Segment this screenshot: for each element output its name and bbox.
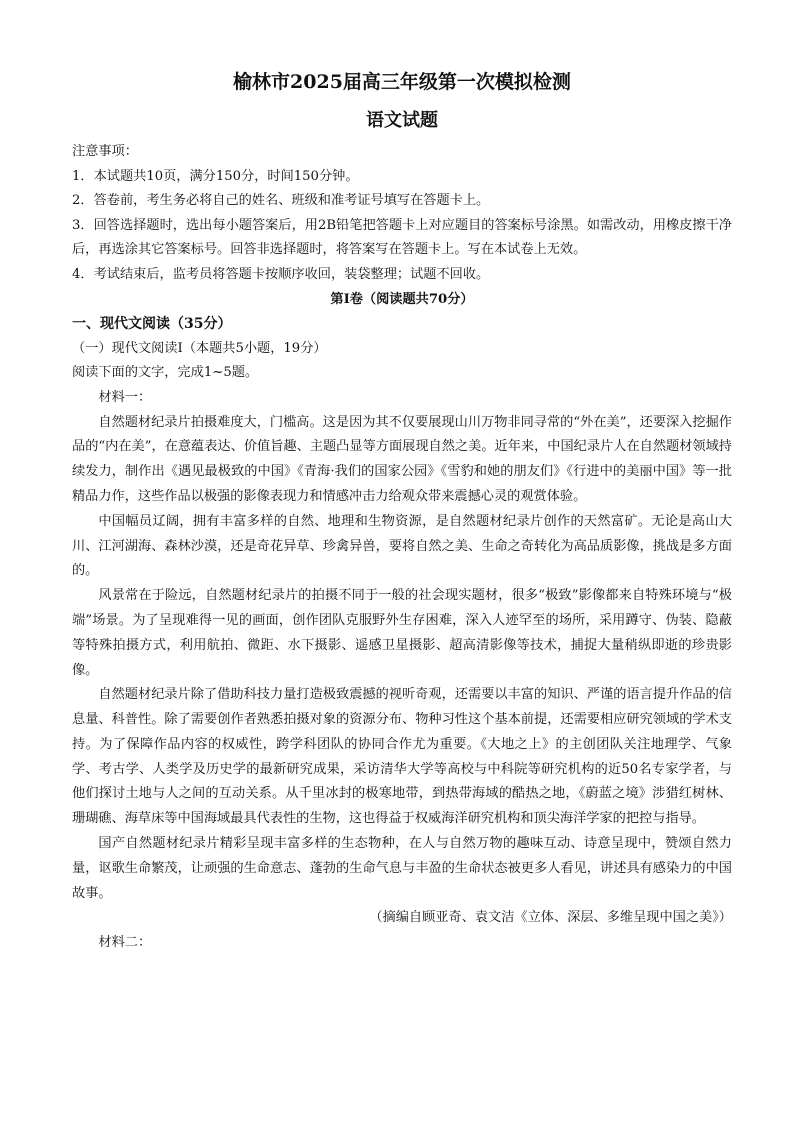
notice-item-3: 3．回答选择题时，选出每小题答案后，用2B铅笔把答题卡上对应题目的答案标号涂黑。如需改动，用橡皮擦干净后，再选涂其它答案标号。回答非选择题时，将答案写在答题卡上。写在本试卷上无效。 [72,217,732,258]
notice-item-4: 4．考试结束后，监考员将答题卡按顺序收回，装袋整理；试题不回收。 [72,266,490,282]
notice-item-1: 1．本试题共10页，满分150分，时间150分钟。 [72,168,359,184]
source-citation: （摘编自顾亚奇、袁文洁《立体、深层、多维呈现中国之美》） [369,910,732,926]
exam-title: 榆林市2025届高三年级第一次模拟检测 [233,71,571,93]
part-title: 第Ⅰ卷（阅读题共70分） [330,291,474,307]
paragraph-1: 自然题材纪录片拍摄难度大，门槛高。这是因为其不仅要展现山川万物非同寻常的“外在美”，还要深入挖掘作品的“内在美”，在意蕴表达、价值旨趣、主题凸显等方面展现自然之美。近年来，中国纪录片人在自然题材领域持续发力，制作出《遇见最极致的中国》《青海·我们的国家公园》《雪豹和她的朋友们》《行进中的美丽中国》等一批精品力作，这些作品以极强的影像表现力和情感冲击力给观众带来震撼心灵的观赏体验。 [72,414,732,504]
reading-instruction: 阅读下面的文字，完成1~5题。 [72,365,259,381]
paragraph-5: 国产自然题材纪录片精彩呈现丰富多样的生态物种，在人与自然万物的趣味互动、诗意呈现中，赞颂自然力量，讴歌生命繁茂，让顽强的生命意志、蓬勃的生命气息与丰盈的生命状态被更多人看见，讲述具有感染力的中国故事。 [72,836,732,901]
paragraph-2: 中国幅员辽阔，拥有丰富多样的自然、地理和生物资源，是自然题材纪录片创作的天然富矿。无论是高山大川、江河湖海、森林沙漠，还是奇花异草、珍禽异兽，要将自然之美、生命之奇转化为高品质影像，挑战是多方面的。 [72,513,732,579]
paragraph-4: 自然题材纪录片除了借助科技力量打造极致震撼的视听奇观，还需要以丰富的知识、严谨的语言提升作品的信息量、科普性。除了需要创作者熟悉拍摄对象的资源分布、物种习性这个基本前提，还需要相应研究领域的学术支持。为了保障作品内容的权威性，跨学科团队的协同合作尤为重要。《大地之上》的主创团队关注地理学、气象学、考古学、人类学及历史学的最新研究成果，采访清华大学等高校与中科院等研究机构的近50名专家学者，与他们探讨土地与人之间的互动关系。从千里冰封的极寒地带，到热带海域的酷热之地，《蔚蓝之境》涉猎红树林、珊瑚礁、海草床等中国海域最具代表性的生物，这也得益于权威海洋研究机构和顶尖海洋学家的把控与指导。 [72,687,732,827]
subsection-heading: （一）现代文阅读Ⅰ（本题共5小题，19分） [72,340,327,356]
paragraph-3: 风景常在于险远，自然题材纪录片的拍摄不同于一般的社会现实题材，很多“极致”影像都来自特殊环境与“极端”场景。为了呈现难得一见的画面，创作团队克服野外生存困难，深入人迹罕至的场所，采用蹲守、伪装、隐蔽等特殊拍摄方式，利用航拍、微距、水下摄影、遥感卫星摄影、超高清影像等技术，捕捉大量稍纵即逝的珍贵影像。 [72,588,732,678]
material-1-label: 材料一： [98,389,152,405]
exam-page [72,68,732,956]
subject-title: 语文试题 [366,110,438,131]
section-heading: 一、现代文阅读（35分） [72,316,232,333]
notice-heading: 注意事项： [72,144,138,159]
material-2-label: 材料二： [98,935,152,951]
notice-item-2: 2．答卷前，考生务必将自己的姓名、班级和准考证号填写在答题卡上。 [72,193,490,209]
